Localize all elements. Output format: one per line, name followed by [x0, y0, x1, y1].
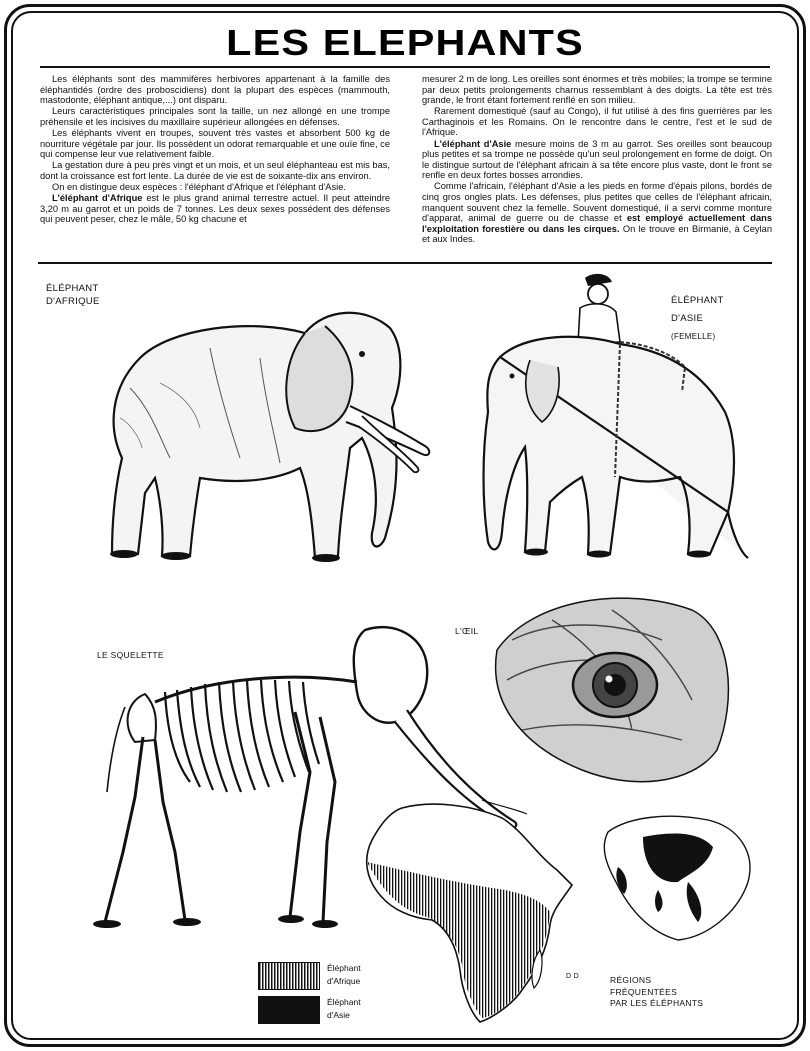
legend-label-asia — [327, 996, 361, 1022]
paragraph-african-elephant — [40, 193, 390, 225]
africa-map — [362, 800, 577, 1025]
paragraph-text: mesure moins de 3 m au garrot. Ses oreilles sont beaucoup plus petites et sa trompe ne possède qu'un seul prolongement en forme de doigt. On le distingue surtout de l'éléphant africain à sa tête encore plus vaste, dont le front se renfle en deux fortes bosses arrondies. — [422, 138, 772, 181]
label-line: RÉGIONS — [610, 975, 652, 985]
paragraph: Les éléphants vivent en troupes, souvent très vastes et absorbent 500 kg de nourriture végétale par jour. Ils possèdent un odorat remarquable et une ouïe fine, ce qui compense leur vue relativement faible. — [40, 127, 390, 160]
skull — [354, 627, 427, 723]
paragraph-text: est le plus grand animal terrestre actuel. Il peut atteindre 3,20 m au garrot et un poids de 7 tonnes. Les deux sexes possédent des défenses qui peuvent peser, chez le mâle, 50 kg chacune et — [40, 193, 390, 225]
paragraph: Rarement domestiqué (sauf au Congo), il fut utilisé à des fins guerrières par les Carthaginois et les Romains. On le rencontre dans le centre, l'est et le sud de l'Afrique. — [422, 106, 772, 138]
legend-line: Éléphant — [327, 963, 361, 973]
label-line: ÉLÉPHANT — [671, 295, 724, 306]
text-column-right — [422, 74, 772, 246]
paragraph: mesurer 2 m de long. Les oreilles sont énormes et très mobiles; la trompe se termine par deux petits prolongements charnus ressemblant à des doigts. La tête est très grande, le front étant fortement renflé en son milieu. — [422, 74, 772, 106]
eye-label: L'ŒIL — [455, 626, 479, 636]
paragraph: On en distingue deux espèces : l'éléphant d'Afrique et l'éléphant d'Asie. — [52, 181, 346, 192]
asian-elephant-term: L'éléphant d'Asie — [434, 138, 512, 149]
map-mark: D D — [566, 973, 579, 980]
african-elephant-label — [46, 282, 100, 308]
paragraph-bold: est employé actuellement dans l'exploitation forestière ou dans les cirques. — [422, 213, 772, 234]
ribs — [165, 680, 319, 792]
african-elephant-illustration — [100, 288, 445, 573]
african-elephant-term: L'éléphant d'Afrique — [52, 193, 143, 204]
text-column-left — [40, 74, 390, 225]
label-line: (FEMELLE) — [671, 332, 716, 341]
label-line: PAR LES ÉLÉPHANTS — [610, 998, 704, 1008]
asian-elephant-illustration — [470, 272, 755, 562]
label-line: ÉLÉPHANT — [46, 283, 99, 294]
eye-dot — [510, 374, 515, 379]
label-line: FRÉQUENTÉES — [610, 986, 678, 997]
asia-map — [598, 812, 758, 942]
legend-line: Éléphant — [327, 997, 361, 1007]
section-rule — [38, 262, 772, 264]
eye-dot — [359, 351, 365, 357]
paragraph-asian-elephant — [422, 139, 772, 181]
paragraph-text: On le trouve en Birmanie, à Ceylan et aux Indes. — [422, 223, 772, 245]
paragraph — [422, 181, 772, 245]
paragraph: La gestation dure à peu près vingt et un mois, et un seul éléphanteau est mis bas, dont la croissance est fort lente. La durée de vie est de soixante-dix ans environ. — [40, 160, 390, 181]
eye-illustration — [492, 590, 737, 785]
regions-label — [610, 975, 703, 1010]
label-line: D'AFRIQUE — [46, 296, 100, 307]
paragraph-text: Comme l'africain, l'éléphant d'Asie a les pieds en forme d'épais pilons, bordés de cinq gros ongles plats. Les défenses, plus petites que celles de l'éléphant africain, manquent souvent chez la femelle. Souvent domestiqué, il a servi comme monture d'apparat, animal de guerre ou de chasse et — [422, 181, 772, 224]
paragraph: Leurs caractéristiques principales sont la taille, un nez allongé en une trompe préhensile et les incisives du maxillaire supérieur allongées en défenses. — [40, 106, 390, 127]
legend-label-africa — [327, 962, 361, 988]
label-line: D'ASIE — [671, 313, 704, 324]
legend-line: d'Asie — [327, 1010, 350, 1020]
skeleton-label: LE SQUELETTE — [97, 650, 164, 660]
paragraph: Les éléphants sont des mammifères herbivores appartenant à la famille des éléphantidés (ordre des proboscidiens) dont la plupart des espèces (mammouth, mastodonte, éléphant antique,...) ont disparu. — [40, 74, 390, 106]
legend-swatch-asia — [258, 996, 320, 1024]
title-rule — [40, 66, 770, 68]
legend-line: d'Afrique — [327, 976, 361, 986]
rider-head — [588, 284, 608, 304]
hind-legs — [105, 737, 185, 922]
page-title: LES ELEPHANTS — [226, 22, 584, 63]
legend-swatch-africa — [258, 962, 320, 990]
